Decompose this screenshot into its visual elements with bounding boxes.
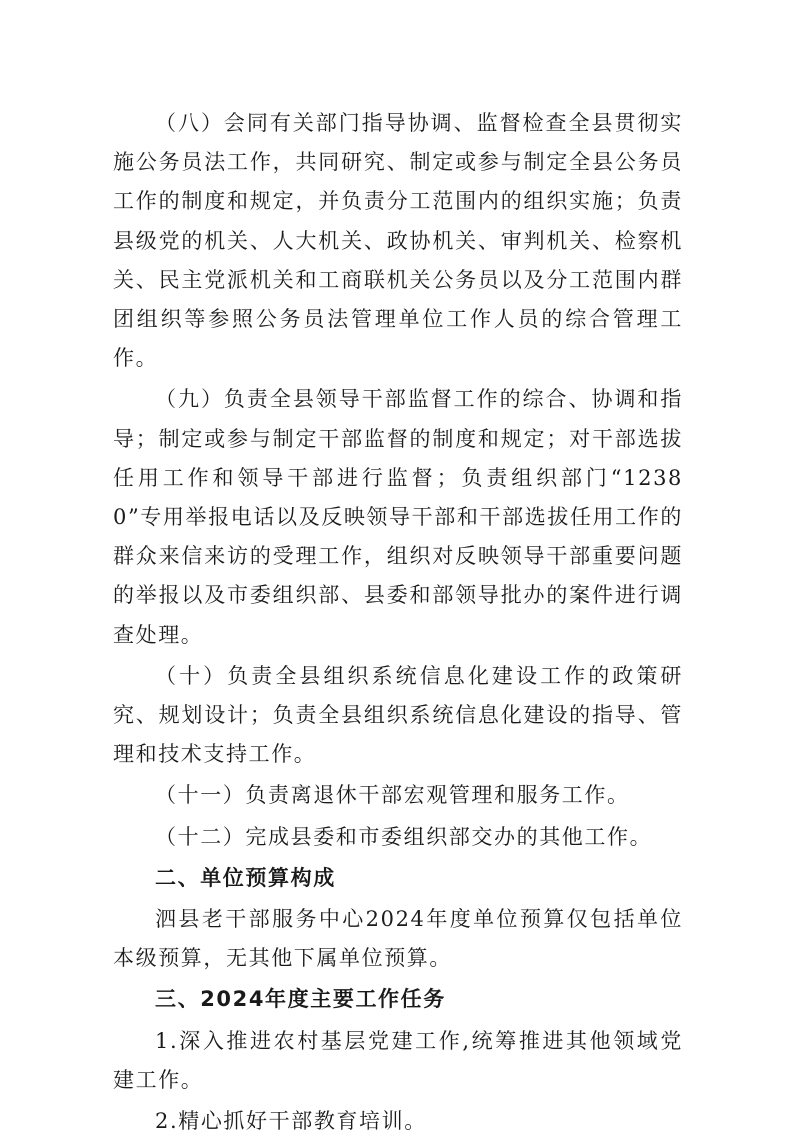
paragraph-item-8: （八）会同有关部门指导协调、监督检查全县贯彻实施公务员法工作，共同研究、制定或参与制定全县公务员工作的制度和规定，并负责分工范围内的组织实施；负责县级党的机关、人大机关、政协机关、审判机关、检察机关、民主党派机关和工商联机关公务员以及分工范围内群团组织等参照公务员法管理单位工作人员的综合管理工作。 — [113, 111, 683, 371]
document-body — [113, 104, 683, 1141]
paragraph-item-9: （九）负责全县领导干部监督工作的综合、协调和指导；制定或参与制定干部监督的制度和规定；对干部选拔任用工作和领导干部进行监督；负责组织部门“12380”专用举报电话以及反映领导干部和干部选拔任用工作的群众来信来访的受理工作，组织对反映领导干部重要问题的举报以及市委组织部、县委和部领导批办的案件进行调查处理。 — [113, 387, 683, 647]
paragraph-item-11: （十一）负责离退休干部宏观管理和服务工作。 — [155, 783, 630, 808]
paragraph-item-10: （十）负责全县组织系统信息化建设工作的政策研究、规划设计；负责全县组织系统信息化建设的指导、管理和技术支持工作。 — [113, 663, 683, 767]
section-heading-budget-structure: 二、单位预算构成 — [155, 865, 336, 890]
paragraph-item-12: （十二）完成县委和市委组织部交办的其他工作。 — [155, 824, 653, 849]
paragraph-task-1: 1.深入推进农村基层党建工作,统筹推进其他领域党建工作。 — [113, 1028, 683, 1092]
paragraph-budget-structure: 泗县老干部服务中心2024年度单位预算仅包括单位本级预算，无其他下属单位预算。 — [113, 907, 683, 971]
paragraph-task-2: 2.精心抓好干部教育培训。 — [155, 1109, 427, 1134]
section-heading-main-tasks: 三、2024年度主要工作任务 — [155, 987, 446, 1012]
